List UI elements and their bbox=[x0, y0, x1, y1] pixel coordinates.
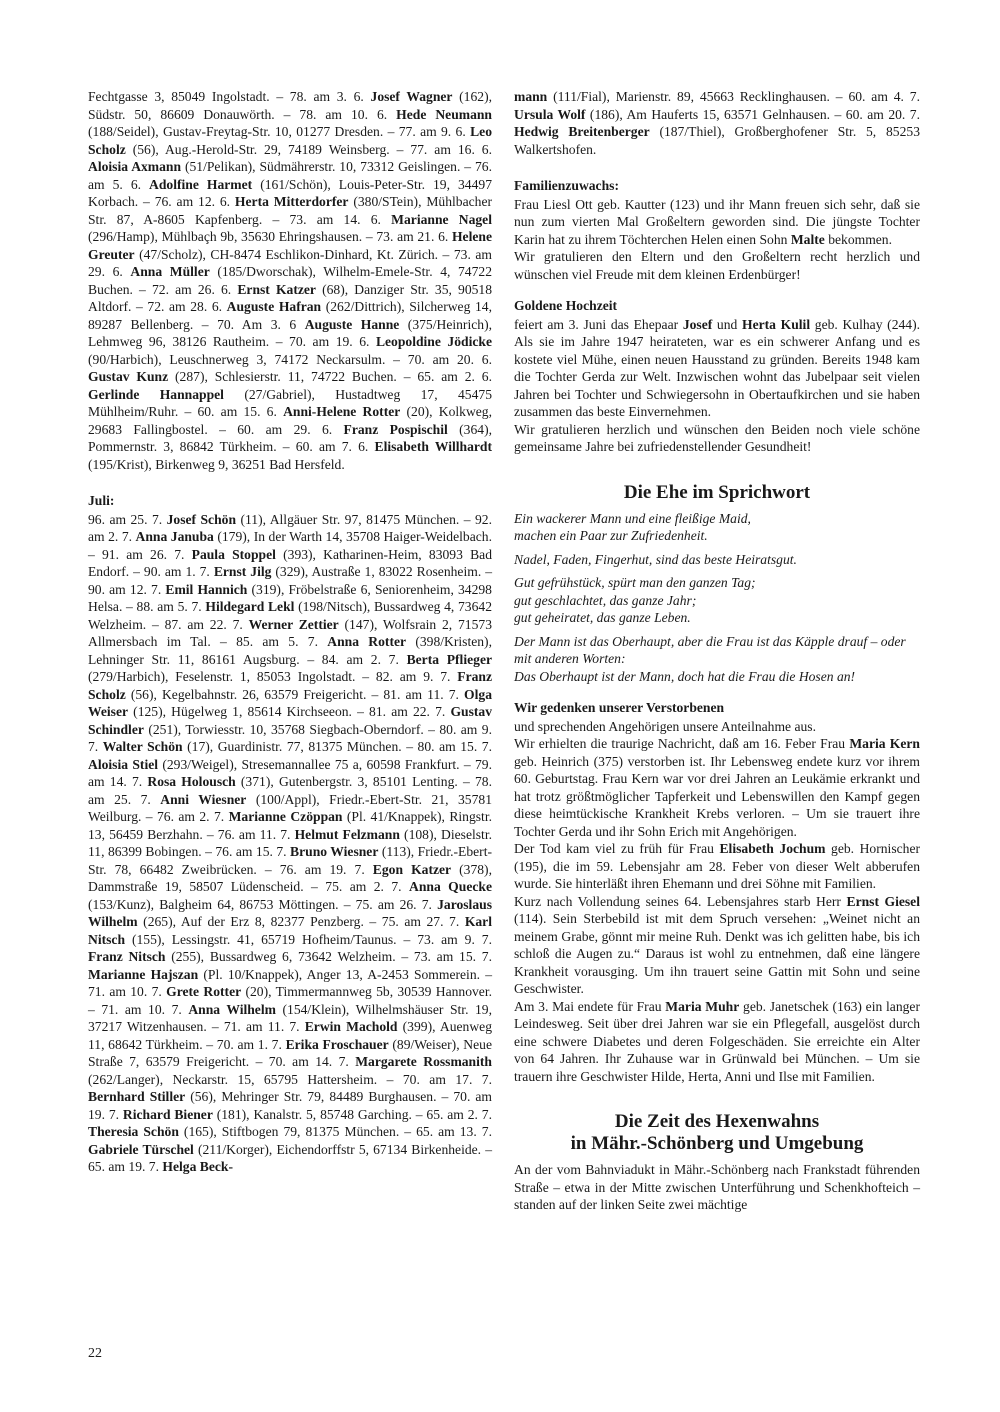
person-name: Josef bbox=[682, 316, 713, 332]
familienzuwachs-paragraph-2: Wir gratulieren den Eltern und den Großeltern recht herzlich und wünschen viel Freude mit dem kleinen Erdenbürger! bbox=[514, 249, 920, 282]
gedenken-paragraph-1: Wir erhielten die traurige Nachricht, daß am 16. Feber Frau Maria Kern geb. Heinrich (375) verstorben ist. Ihr Lebensweg endete kurz vor ihrem 60. Geburtstag. Frau Kern war vor drei Jahren an Leukämie erkrankt und hat trotz größtmöglicher Tapferkeit und Lebenswillen den Kampf gegen diese heimtückische Krankheit Krebs verloren. – Um sie trauert ihre Tochter Gerda und ihr Sohn Erich mit Angehörigen. bbox=[514, 736, 920, 839]
person-name: Anna Quecke bbox=[409, 879, 492, 894]
hexenwahn-title-line-2: in Mähr.-Schönberg und Umgebung bbox=[570, 1133, 864, 1154]
hexenwahn-paragraph-1: An der vom Bahnviadukt in Mähr.-Schönberg nach Frankstadt führenden Straße – etwa in der Mitte zwischen Unterführung und Schenkhofteich – standen auf der linken Seite zwei mächtige bbox=[514, 1162, 920, 1212]
gedenken-paragraph-3: Kurz nach Vollendung seines 64. Lebensjahres starb Herr Ernst Giesel (114). Sein Sterbebild ist mit dem Spruch versehen: „Weinet nicht an meinem Grabe, gönnt mir meine Ruh. Denkt was ich gelitten habe, bis ich schloß die Augen zu.“ Daraus ist wohl zu entnehmen, daß eine längere Krankheit vorausging. Um ihn trauert seine Gattin mit Sohn und seine Geschwister. bbox=[514, 893, 920, 996]
person-name: Gustav Kunz bbox=[88, 369, 169, 384]
gedenken-heading: Wir gedenken unserer Verstorbenen bbox=[514, 700, 725, 715]
left-column bbox=[88, 88, 492, 1176]
person-name: Aloisia Axmann bbox=[88, 159, 182, 174]
gedenken-paragraph-4: Am 3. Mai endete für Frau Maria Muhr geb. Janetschek (163) ein langer Leindesweg. Seit über drei Jahren war sie ein Pflegefall, ausgelöst durch eine schwere Diabetes und deren Folgeschäden. Sie erreichte ein Alter von 64 Jahren. Ihr Zuhause war in Grünwald bei München. – Um sie trauern ihre Geschwister Hilde, Herta, Anni und Ilse mit Familien. bbox=[514, 998, 920, 1084]
birthday-list-june: Fechtgasse 3, 85049 Ingolstadt. – 78. am 3. 6. Josef Wagner (162), Südstr. 50, 86609 Donauwörth. – 78. am 10. 6. Hede Neumann (188/Seidel), Gustav-Freytag-Str. 10, 01277 Dresden. – 77. am 9. 6. Leo Scholz (56), Aug.-Herold-Str. 29, 74189 Weinsberg. – 77. am 16. 6. Aloisia Axmann (51/Pelikan), Südmährerstr. 10, 73312 Geislingen. – 76. am 5. 6. Adolfine Harmet (161/Schön), Louis-Peter-Str. 19, 34497 Korbach. – 76. am 12. 6. Herta Mitterdorfer (380/STein), Mühlbacher Str. 87, A-8605 Kapfenberg. – 73. am 14. 6. Marianne Nagel (296/Hamp), Mühlbaçh 9b, 35630 Ehringshausen. – 73. am 21. 6. Helene Greuter (47/Scholz), CH-8474 Eschlikon-Dinhard, Kt. Zürich. – 73. am 29. 6. Anna Müller (185/Dworschak), Wilhelm-Emele-Str. 4, 74722 Buchen. – 72. am 26. 6. Ernst Katzer (68), Danziger Str. 35, 90518 Altdorf. – 72. am 28. 6. Auguste Hafran (262/Dittrich), Silcherweg 14, 89287 Bellenberg. – 70. Am 3. 6 Auguste Hanne (375/Heinrich), Lehmweg 96, 38126 Rautheim. – 70. am 19. 6. Leopoldine Jödicke (90/Harbich), Leuschnerweg 3, 74172 Neckarsulm. – 70. am 20. 6. Gustav Kunz (287), Schlesierstr. 11, 74722 Buchen. – 65. am 2. 6. Gerlinde Hannappel (27/Gabriel), Hustadtweg 17, 45475 Mühlheim/Ruhr. – 60. am 15. 6. Anni-Helene Rotter (20), Kolkweg, 29683 Fallingbostel. – 60. am 29. 6. Franz Pospischil (364), Pommernstr. 3, 86842 Türkheim. – 60. am 7. 6. Elisabeth Willhardt (195/Krist), Birkenweg 9, 36251 Bad Hersfeld. bbox=[88, 89, 493, 472]
person-name: Helene Greuter bbox=[88, 229, 492, 262]
person-name: Auguste Hanne bbox=[304, 316, 400, 332]
proverb-4-line-1: Der Mann ist das Oberhaupt, aber die Frau ist das Käpple drauf – oder mit anderen Worten: bbox=[514, 633, 906, 666]
person-name: Margarete Rossmanith bbox=[355, 1054, 492, 1069]
person-name: Josef Schön bbox=[166, 511, 237, 527]
person-name: Herta Kulil bbox=[742, 316, 811, 332]
person-name: Bruno Wiesner bbox=[290, 844, 379, 859]
goldene-hochzeit-paragraph-1: feiert am 3. Juni das Ehepaar Josef und Herta Kulil geb. Kulhay (244). Als sie im Jahre 1947 heirateten, war es ein schwerer Anfang und es kostete viel Mühe, einen neuen Hausstand zu gründen. Bereits 1948 kam die Tochter Gerda zur Welt. Inzwischen wohnt das Jubelpaar seit vielen Jahren bei Tochter und Schwiegersohn in Obertaufkirchen und sie haben zusammen das beste Einvernehmen. bbox=[514, 316, 921, 419]
person-name: Ernst Giesel bbox=[846, 893, 920, 909]
person-name: Marianne Czöppan bbox=[228, 809, 343, 824]
person-name: Jaroslaus Wilhelm bbox=[88, 896, 492, 929]
person-name: Gabriele Türschel bbox=[88, 1141, 194, 1157]
person-name: Anna Januba bbox=[135, 529, 214, 544]
proverb-1-line-2: machen ein Paar zur Zufriedenheit. bbox=[514, 528, 708, 543]
person-name: Erika Froschauer bbox=[285, 1036, 389, 1052]
person-name: Egon Katzer bbox=[372, 861, 452, 877]
person-name: Berta Pflieger bbox=[406, 651, 493, 667]
person-name: Maria Kern bbox=[849, 736, 920, 751]
person-name: Marianne Hajszan bbox=[88, 966, 199, 982]
gedenken-paragraph-2: Der Tod kam viel zu früh für Frau Elisabeth Jochum geb. Hornischer (195), die im 59. Lebensjahr am 28. Feber von dieser Welt abberufen wurde. Sie hinterläßt ihren Ehemann und drei Söhne mit Familien. bbox=[514, 841, 921, 891]
person-name: Ernst Jilg bbox=[213, 564, 272, 579]
goldene-hochzeit-heading: Goldene Hochzeit bbox=[514, 298, 618, 313]
person-name: Franz Pospischil bbox=[343, 421, 448, 437]
person-name: Ursula Wolf bbox=[514, 106, 586, 122]
person-name: Leopoldine Jödicke bbox=[375, 334, 492, 349]
familienzuwachs-heading: Familienzuwachs: bbox=[514, 178, 619, 193]
proverbs-block bbox=[514, 510, 920, 686]
goldene-hochzeit-paragraph-2: Wir gratulieren herzlich und wünschen den Beiden noch viele schöne gemeinsame Jahre bei zufriedenstellender Gesundheit! bbox=[514, 421, 920, 454]
person-name: Auguste Hafran bbox=[226, 299, 322, 314]
person-name: Emil Hannich bbox=[165, 581, 248, 597]
person-name: Theresia Schön bbox=[88, 1124, 179, 1139]
proverb-4-line-2: Das Oberhaupt ist der Mann, doch hat die Frau die Hosen an! bbox=[514, 668, 856, 684]
proverb-1-line-1: Ein wackerer Mann und eine fleißige Maid, bbox=[514, 510, 751, 526]
person-name: Helmut Felzmann bbox=[294, 826, 400, 842]
person-name: Grete Rotter bbox=[166, 984, 242, 999]
person-name: Rosa Holousch bbox=[147, 774, 236, 789]
person-name: Werner Zettier bbox=[248, 616, 339, 632]
person-name: mann bbox=[514, 89, 548, 104]
person-name: Karl Nitsch bbox=[88, 914, 492, 947]
july-heading: Juli: bbox=[88, 493, 115, 508]
proverb-3-line-1: Gut gefrühstück, spürt man den ganzen Tag; bbox=[514, 575, 756, 590]
person-name: Ernst Katzer bbox=[237, 281, 316, 297]
person-name: Walter Schön bbox=[102, 739, 183, 754]
hexenwahn-title bbox=[514, 1111, 920, 1155]
person-name: Adolfine Harmet bbox=[149, 176, 253, 192]
person-name: Aloisia Stiel bbox=[88, 756, 159, 772]
person-name: Anna Wilhelm bbox=[188, 1001, 276, 1017]
person-name: Helga Beck- bbox=[162, 1159, 233, 1174]
person-name: Hildegard Lekl bbox=[205, 599, 295, 614]
birthday-list-july-continued: mann (111/Fial), Marienstr. 89, 45663 Recklinghausen. – 60. am 4. 7. Ursula Wolf (186), Am Hauferts 15, 63571 Gelnhausen. – 60. am 20. 7. Hedwig Breitenberger (187/Thiel), Großberghofener Str. 5, 85253 Walkertshofen. bbox=[514, 89, 920, 157]
person-name: Gustav Schindler bbox=[88, 704, 492, 737]
proverb-3-line-2: gut geschlachtet, das ganze Jahr; bbox=[514, 592, 697, 608]
person-name: Olga Weiser bbox=[88, 686, 492, 719]
person-name: Hede Neumann bbox=[396, 106, 492, 122]
person-name: Marianne Nagel bbox=[391, 211, 492, 227]
person-name: Anna Müller bbox=[130, 264, 210, 279]
hexenwahn-title-line-1: Die Zeit des Hexenwahns bbox=[614, 1111, 820, 1132]
person-name: Erwin Machold bbox=[304, 1019, 398, 1034]
person-name: Elisabeth Willhardt bbox=[374, 439, 493, 454]
ehe-sprichwort-title: Die Ehe im Sprichwort bbox=[623, 481, 811, 503]
right-column bbox=[514, 88, 920, 1214]
person-name: Hedwig Breitenberger bbox=[514, 124, 650, 139]
page-number: 22 bbox=[88, 1346, 102, 1361]
person-name: Richard Biener bbox=[122, 1106, 213, 1122]
person-name: Josef Wagner bbox=[370, 89, 453, 104]
person-name: Bernhard Stiller bbox=[88, 1089, 186, 1104]
person-name: Paula Stoppel bbox=[191, 546, 276, 562]
person-name: Franz Scholz bbox=[88, 669, 492, 702]
person-name: Maria Muhr bbox=[665, 998, 740, 1014]
person-name: Leo Scholz bbox=[88, 124, 492, 157]
person-name: Gerlinde Hannappel bbox=[88, 386, 224, 402]
proverb-2: Nadel, Faden, Fingerhut, sind das beste Heiratsgut. bbox=[514, 551, 797, 567]
person-name: Anna Rotter bbox=[327, 634, 407, 649]
person-name: Elisabeth Jochum bbox=[719, 841, 826, 856]
person-name: Anni-Helene Rotter bbox=[283, 404, 401, 419]
person-name: Anni Wiesner bbox=[160, 791, 247, 807]
person-name: Malte bbox=[790, 231, 825, 247]
familienzuwachs-paragraph-1: Frau Liesl Ott geb. Kautter (123) und ihr Mann freuen sich sehr, daß sie nun zum vierten Mal Großeltern geworden sind. Die jüngste Tochter Karin hat zu ihrem Töchterchen Helen einen Sohn Malte bekommen. bbox=[514, 196, 920, 247]
birthday-list-july: 96. am 25. 7. Josef Schön (11), Allgäuer Str. 97, 81475 München. – 92. am 2. 7. Anna Januba (179), In der Warth 14, 35708 Haiger-Weidelbach. – 91. am 26. 7. Paula Stoppel (393), Katharinen-Heim, 83093 Bad Endorf. – 90. am 1. 7. Ernst Jilg (329), Austraße 1, 83022 Rosenheim. – 90. am 12. 7. Emil Hannich (319), Fröbelstraße 6, Seniorenheim, 34298 Helsa. – 88. am 5. 7. Hildegard Lekl (198/Nitsch), Bussardweg 4, 73642 Welzheim. – 87. am 22. 7. Werner Zettier (147), Wolfsrain 2, 71573 Allmersbach im Tal. – 85. am 5. 7. Anna Rotter (398/Kristen), Lehninger Str. 11, 86161 Augsburg. – 84. am 2. 7. Berta Pflieger (279/Harbich), Feselenstr. 1, 85053 Ingolstadt. – 82. am 9. 7. Franz Scholz (56), Kegelbahnstr. 26, 63579 Freigericht. – 81. am 11. 7. Olga Weiser (125), Hügelweg 1, 85614 Kirchseeon. – 81. am 22. 7. Gustav Schindler (251), Torwiesstr. 10, 35768 Siegbach-Oberndorf. – 80. am 9. 7. Walter Schön (17), Guardinistr. 77, 81375 München. – 80. am 15. 7. Aloisia Stiel (293/Weigel), Stresemannallee 75 a, 60598 Frankfurt. – 79. am 14. 7. Rosa Holousch (371), Gutenbergstr. 3, 85101 Lenting. – 78. am 25. 7. Anni Wiesner (100/Appl), Friedr.-Ebert-Str. 21, 35781 Weilburg. – 76. am 2. 7. Marianne Czöppan (Pl. 41/Knappek), Ringstr. 13, 56459 Berzhahn. – 76. am 11. 7. Helmut Felzmann (108), Dieselstr. 11, 86399 Bobingen. – 76. am 15. 7. Bruno Wiesner (113), Friedr.-Ebert-Str. 78, 66482 Zweibrücken. – 76. am 19. 7. Egon Katzer (378), Dammstraße 19, 58507 Lüdenscheid. – 75. am 2. 7. Anna Quecke (153/Kunz), Balgheim 64, 86753 Möttingen. – 75. am 26. 7. Jaroslaus Wilhelm (265), Auf der Erz 8, 82377 Penzberg. – 75. am 27. 7. Karl Nitsch (155), Lessingstr. 41, 65719 Hofheim/Taunus. – 73. am 9. 7. Franz Nitsch (255), Bussardweg 6, 73642 Welzheim. – 73. am 15. 7. Marianne Hajszan (Pl. 10/Knappek), Anger 13, A-2453 Sommerein. – 71. am 10. 7. Grete Rotter (20), Timmermannweg 5b, 30539 Hannover. – 71. am 10. 7. Anna Wilhelm (154/Klein), Wilhelmshäuser Str. 19, 37217 Witzenhausen. – 71. am 11. 7. Erwin Machold (399), Auenweg 11, 68642 Türkheim. – 70. am 1. 7. Erika Froschauer (89/Weiser), Neue Straße 7, 63579 Freigericht. – 70. am 14. 7. Margarete Rossmanith (262/Langer), Neckarstr. 15, 65795 Hattersheim. – 70. am 17. 7. Bernhard Stiller (56), Mehringer Str. 79, 84489 Burghausen. – 70. am 19. 7. Richard Biener (181), Kanalstr. 5, 85748 Garching. – 65. am 2. 7. Theresia Schön (165), Stiftbogen 79, 81375 München. – 65. am 13. 7. Gabriele Türschel (211/Korger), Eichendorffstr 5, 67134 Birkenheide. – 65. am 19. 7. Helga Beck- bbox=[88, 511, 493, 1174]
proverb-3-line-3: gut geheiratet, das ganze Leben. bbox=[514, 610, 691, 625]
person-name: Herta Mitterdorfer bbox=[234, 194, 349, 209]
gedenken-intro: und sprechenden Angehörigen unsere Anteilnahme aus. bbox=[514, 718, 816, 734]
person-name: Franz Nitsch bbox=[88, 949, 166, 964]
